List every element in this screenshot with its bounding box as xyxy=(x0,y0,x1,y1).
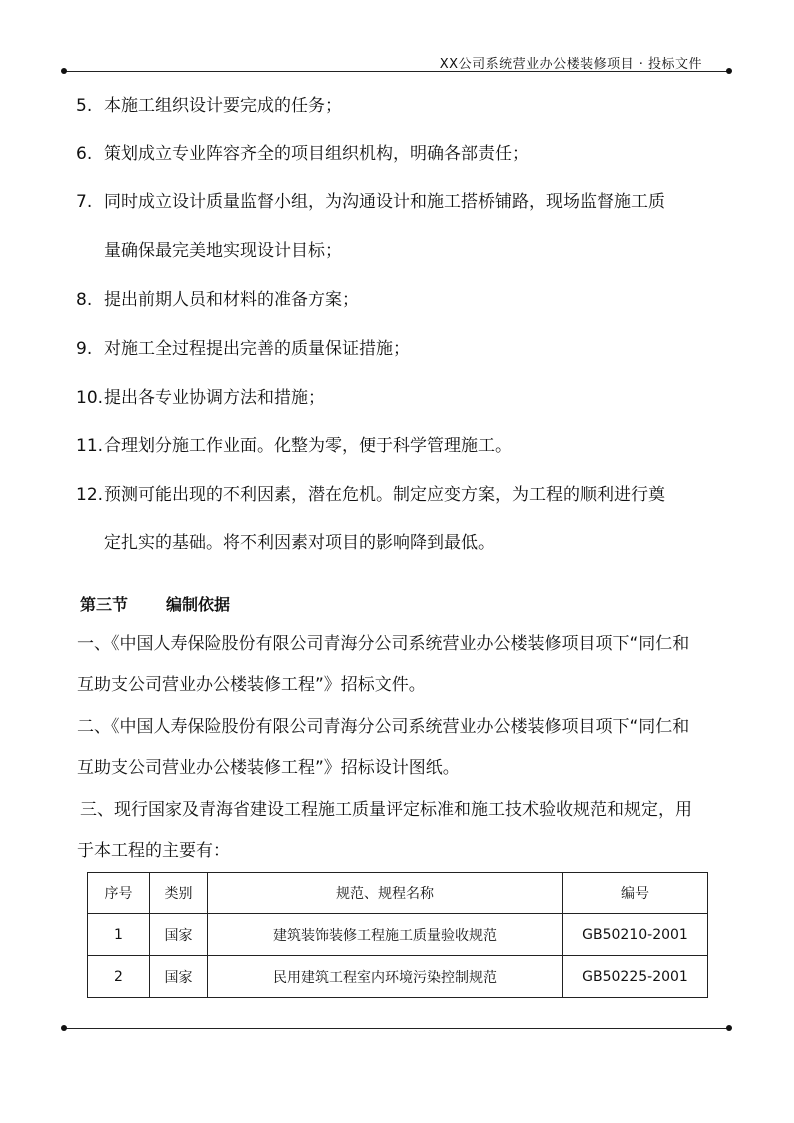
rule-dot-left xyxy=(61,68,67,74)
list-item-text: 策划成立专业阵容齐全的项目组织机构，明确各部责任； xyxy=(104,144,529,164)
standards-table xyxy=(87,872,708,998)
rule-dot-left xyxy=(61,1025,67,1031)
list-item-text: 本施工组织设计要完成的任务； xyxy=(104,96,342,116)
section-number: 第三节 xyxy=(80,595,129,614)
header-rule xyxy=(64,71,729,72)
list-item-number: 7. xyxy=(76,192,93,212)
paragraph-line: 三、现行国家及青海省建设工程施工质量评定标准和施工技术验收规范和规定，用 xyxy=(80,800,692,820)
paragraph-line: 一、《中国人寿保险股份有限公司青海分公司系统营业办公楼装修项目项下“同仁和 xyxy=(77,634,690,654)
list-item-number: 8. xyxy=(76,290,93,310)
table-cell: 1 xyxy=(88,914,150,956)
section-heading xyxy=(80,592,230,615)
list-item-text: 预测可能出现的不利因素，潜在危机。制定应变方案，为工程的顺利进行奠 xyxy=(104,485,665,505)
table-cell: 民用建筑工程室内环境污染控制规范 xyxy=(208,956,563,998)
paragraph-line: 二、《中国人寿保险股份有限公司青海分公司系统营业办公楼装修项目项下“同仁和 xyxy=(77,717,690,737)
table-header-cell: 序号 xyxy=(88,873,150,914)
table-header-cell: 编号 xyxy=(563,873,708,914)
list-item-number: 9. xyxy=(76,339,93,359)
footer-rule xyxy=(64,1028,729,1029)
list-item-text: 提出各专业协调方法和措施； xyxy=(104,388,325,408)
paragraph-line: 于本工程的主要有： xyxy=(77,841,230,861)
table-row xyxy=(88,914,708,956)
list-item xyxy=(76,388,325,408)
list-item-text: 对施工全过程提出完善的质量保证措施； xyxy=(104,339,410,359)
list-item-number: 5. xyxy=(76,96,93,116)
list-item-continuation: 定扎实的基础。将不利因素对项目的影响降到最低。 xyxy=(104,533,495,553)
list-item xyxy=(76,96,342,116)
paragraph-line: 互助支公司营业办公楼装修工程”》招标文件。 xyxy=(77,675,426,695)
document-header-title: XX公司系统营业办公楼装修项目 · 投标文件 xyxy=(439,57,702,72)
list-item-number: 10. xyxy=(76,388,104,408)
list-item xyxy=(76,436,512,456)
list-item xyxy=(76,339,410,359)
list-item-continuation: 量确保最完美地实现设计目标； xyxy=(104,241,342,261)
list-item xyxy=(76,144,529,164)
list-item-number: 12. xyxy=(76,485,104,505)
list-item xyxy=(76,290,359,310)
list-item xyxy=(76,485,665,505)
paragraph-line: 互助支公司营业办公楼装修工程”》招标设计图纸。 xyxy=(77,758,460,778)
list-item-text: 同时成立设计质量监督小组，为沟通设计和施工搭桥铺路，现场监督施工质 xyxy=(104,192,665,212)
list-item-text: 提出前期人员和材料的准备方案； xyxy=(104,290,359,310)
table-cell: 建筑装饰装修工程施工质量验收规范 xyxy=(208,914,563,956)
table-header-cell: 类别 xyxy=(150,873,208,914)
table-cell: 国家 xyxy=(150,956,208,998)
table-row xyxy=(88,956,708,998)
list-item-text: 合理划分施工作业面。化整为零，便于科学管理施工。 xyxy=(104,436,512,456)
list-item-number: 11. xyxy=(76,436,104,456)
list-item-number: 6. xyxy=(76,144,93,164)
rule-dot-right xyxy=(726,1025,732,1031)
table-header-cell: 规范、规程名称 xyxy=(208,873,563,914)
table-cell: 2 xyxy=(88,956,150,998)
table-cell: 国家 xyxy=(150,914,208,956)
table-header-row xyxy=(88,873,708,914)
table-cell: GB50210-2001 xyxy=(563,914,708,956)
table-cell: GB50225-2001 xyxy=(563,956,708,998)
rule-dot-right xyxy=(726,68,732,74)
list-item xyxy=(76,192,665,212)
section-title: 编制依据 xyxy=(166,595,231,614)
